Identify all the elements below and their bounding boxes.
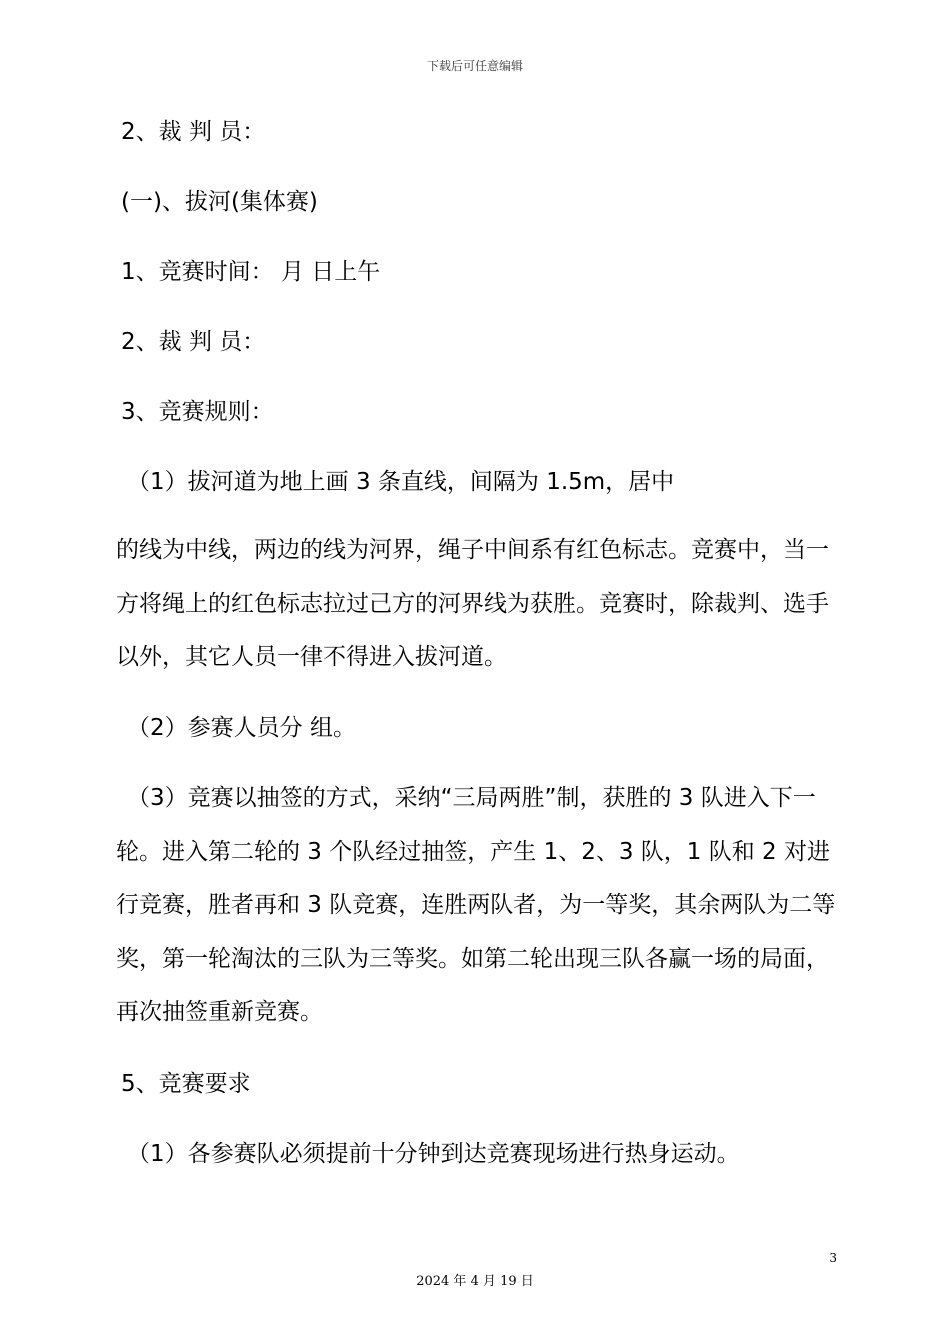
- rule-3: （3）竞赛以抽签的方式，采纳“三局两胜”制，获胜的 3 队进入下一轮。进入第二轮的 3 个队经过抽签，产生 1、2、3 队，1 队和 2 对进行竞赛，胜者再和 3 队竞赛，连胜两队者，为一等奖，其余两队为二等奖，第一轮淘汰的三队为三等奖。如第二轮出现三队各赢一场的局面，再次抽签重新竞赛。: [116, 785, 836, 1025]
- rule-1-first-line: （1）拔河道为地上画 3 条直线，间隔为 1.5m，居中: [127, 469, 675, 495]
- tug-of-war-heading: (一)、拔河(集体赛): [121, 189, 318, 215]
- requirements-heading: 5、竞赛要求: [121, 1071, 251, 1097]
- rule-2: （2）参赛人员分 组。: [127, 715, 356, 741]
- rule-1-body: 的线为中线，两边的线为河界，绳子中间系有红色标志。竞赛中，当一方将绳上的红色标志拉过己方的河界线为获胜。竞赛时，除裁判、选手以外，其它人员一律不得进入拔河道。: [116, 537, 829, 670]
- referee-heading-1: 2、裁 判 员：: [121, 119, 266, 145]
- requirement-1: （1）各参赛队必须提前十分钟到达竞赛现场进行热身运动。: [127, 1141, 740, 1167]
- competition-time: 1、竞赛时间： 月 日上午: [121, 259, 381, 285]
- referee-heading-2: 2、裁 判 员：: [121, 329, 266, 355]
- rules-heading: 3、竞赛规则：: [121, 399, 274, 425]
- page-header: 下载后可任意编辑: [426, 59, 523, 73]
- page-number: 3: [829, 1251, 837, 1265]
- page-footer-date: 2024 年 4 月 19 日: [416, 1274, 534, 1289]
